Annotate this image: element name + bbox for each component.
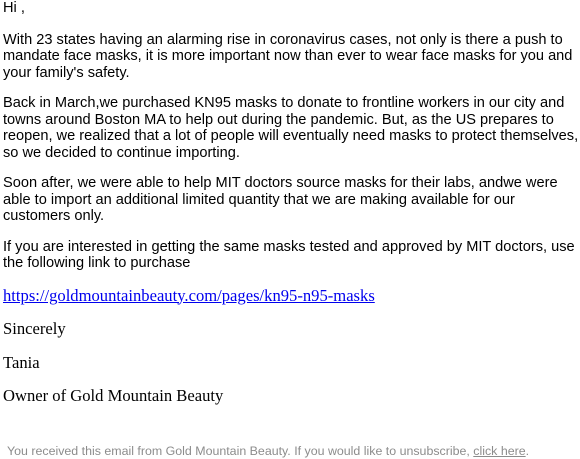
paragraph-mit-doctors: Soon after, we were able to help MIT doctors source masks for their labs, andwe were able to import an additional limited quantity that we are making available for our customers only. — [3, 175, 558, 224]
purchase-link-line — [3, 286, 579, 305]
unsubscribe-link[interactable]: click here — [473, 444, 526, 458]
footer-period: . — [525, 444, 530, 458]
greeting: Hi , — [3, 0, 25, 16]
unsubscribe-footer — [7, 444, 529, 459]
paragraph-mask-mandate: With 23 states having an alarming rise in coronavirus cases, not only is there a push to mandate face masks, it is more important now than ever to wear face masks for you and your family's safety. — [3, 31, 573, 81]
paragraph-purchase-prompt: If you are interested in getting the same masks tested and approved by MIT doctors, use the following link to purchase — [3, 238, 575, 271]
footer-text: You received this email from Gold Mountain Beauty. If you would like to unsubscribe, — [7, 444, 474, 458]
signer-name: Tania — [3, 352, 40, 372]
email-body — [3, 0, 579, 405]
signer-title: Owner of Gold Mountain Beauty — [3, 385, 224, 405]
purchase-link[interactable]: https://goldmountainbeauty.com/pages/kn95-n95-masks — [3, 285, 375, 305]
signoff: Sincerely — [3, 318, 66, 338]
paragraph-background: Back in March,we purchased KN95 masks to donate to frontline workers in our city and towns around Boston MA to help out during the pandemic. But, as the US prepares to reopen, we realized that a lot of people will eventually need masks to protect themselves, so we decided to continue importing. — [3, 95, 579, 161]
